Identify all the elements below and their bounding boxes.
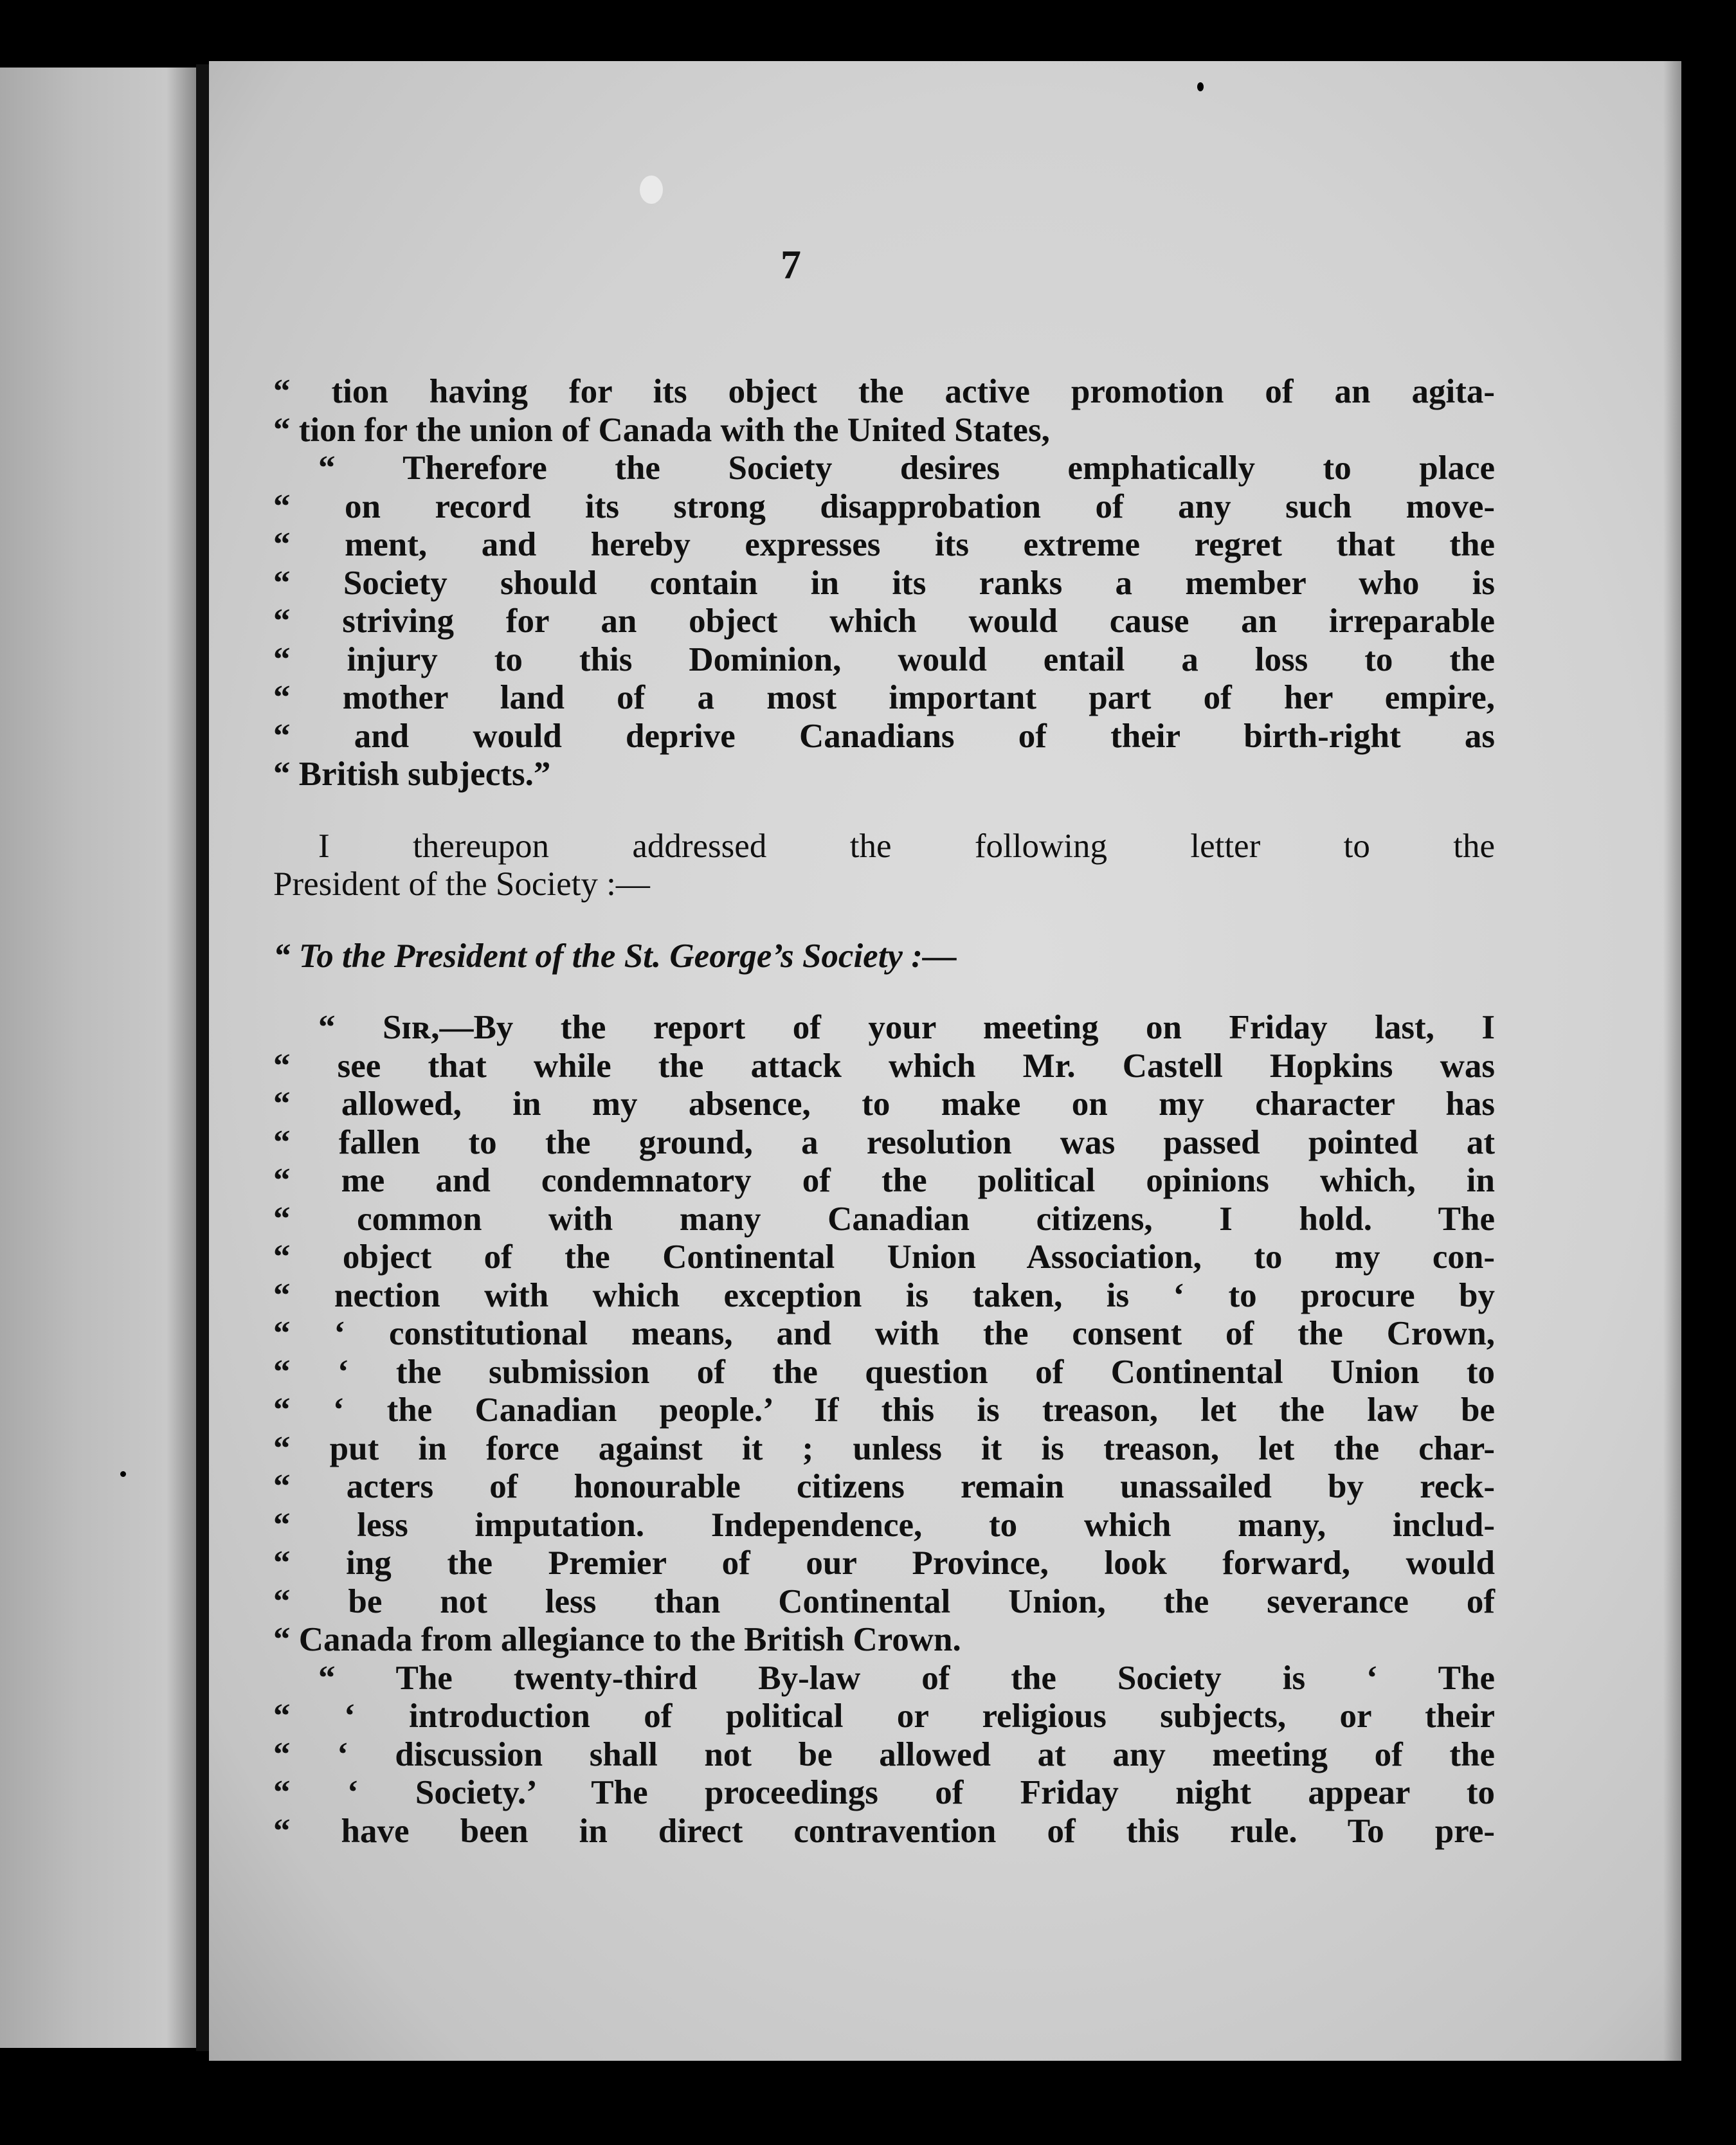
book-gutter bbox=[196, 64, 209, 2051]
paragraph-gap bbox=[273, 975, 1495, 1009]
text-line: “ British subjects.” bbox=[273, 756, 551, 793]
text-line: “ ‘ the Canadian people.’ If this is treason, let the law be bbox=[273, 1391, 1495, 1429]
body-text bbox=[273, 373, 1495, 1851]
text-line: “ me and condemnatory of the political opinions which, in bbox=[273, 1162, 1495, 1199]
text-line: “ ‘ the submission of the question of Continental Union to bbox=[273, 1353, 1495, 1391]
page-edge-shadow bbox=[1663, 61, 1681, 2061]
text-line: “ on record its strong disapprobation of any such move- bbox=[273, 487, 1495, 525]
text-line: “ allowed, in my absence, to make on my character has bbox=[273, 1085, 1495, 1123]
text-line: “ injury to this Dominion, would entail a loss to the bbox=[273, 640, 1495, 678]
letter-salutation: “ To the President of the St. George’s Society :— bbox=[273, 937, 957, 975]
text-line: “ less imputation. Independence, to which many, includ- bbox=[273, 1506, 1495, 1544]
text-line: “ ment, and hereby expresses its extreme regret that the bbox=[273, 526, 1495, 563]
text-line: “ ‘ introduction of political or religious subjects, or their bbox=[273, 1697, 1495, 1735]
paper-blemish bbox=[640, 176, 663, 204]
text-line: “ put in force against it ; unless it is treason, let the char- bbox=[273, 1429, 1495, 1467]
text-line: “ Sɪʀ,—By the report of your meeting on Friday last, I bbox=[318, 1009, 1495, 1046]
text-line: “ common with many Canadian citizens, I hold. The bbox=[273, 1200, 1495, 1238]
text-line: “ ‘ discussion shall not be allowed at any meeting of the bbox=[273, 1735, 1495, 1773]
text-line: “ ing the Premier of our Province, look forward, would bbox=[273, 1544, 1495, 1582]
ink-speck bbox=[1197, 82, 1204, 91]
text-line: “ Canada from allegiance to the British Crown. bbox=[273, 1621, 961, 1658]
text-line: “ nection with which exception is taken, is ‘ to procure by bbox=[273, 1276, 1495, 1314]
text-line: “ acters of honourable citizens remain unassailed by reck- bbox=[273, 1468, 1495, 1505]
paragraph-gap bbox=[273, 904, 1495, 937]
paragraph-gap bbox=[273, 794, 1495, 828]
text-line: “ have been in direct contravention of this rule. To pre- bbox=[273, 1812, 1495, 1850]
text-line: “ ‘ constitutional means, and with the consent of the Crown, bbox=[273, 1315, 1495, 1352]
text-line: President of the Society :— bbox=[273, 865, 650, 903]
text-line: “ tion for the union of Canada with the United States, bbox=[273, 411, 1050, 449]
text-line: “ ‘ Society.’ The proceedings of Friday night appear to bbox=[273, 1774, 1495, 1811]
text-line: “ The twenty-third By-law of the Society is ‘ The bbox=[318, 1659, 1495, 1697]
text-line: “ Society should contain in its ranks a member who is bbox=[273, 564, 1495, 602]
text-line: “ be not less than Continental Union, the severance of bbox=[273, 1582, 1495, 1620]
text-line: “ Therefore the Society desires emphatically to place bbox=[318, 449, 1495, 487]
text-line: “ object of the Continental Union Association, to my con- bbox=[273, 1238, 1495, 1276]
text-line: I thereupon addressed the following letter to the bbox=[318, 827, 1495, 865]
text-line: “ fallen to the ground, a resolution was passed pointed at bbox=[273, 1123, 1495, 1161]
text-line: “ see that while the attack which Mr. Castell Hopkins was bbox=[273, 1047, 1495, 1085]
text-line: “ and would deprive Canadians of their birth-right as bbox=[273, 717, 1495, 755]
ink-speck bbox=[120, 1471, 126, 1477]
facing-page-edge bbox=[0, 68, 196, 2048]
text-line: “ tion having for its object the active promotion of an agita- bbox=[273, 373, 1495, 410]
text-line: “ mother land of a most important part of her empire, bbox=[273, 679, 1495, 716]
page-number: 7 bbox=[781, 242, 801, 287]
text-line: “ striving for an object which would cause an irreparable bbox=[273, 602, 1495, 640]
